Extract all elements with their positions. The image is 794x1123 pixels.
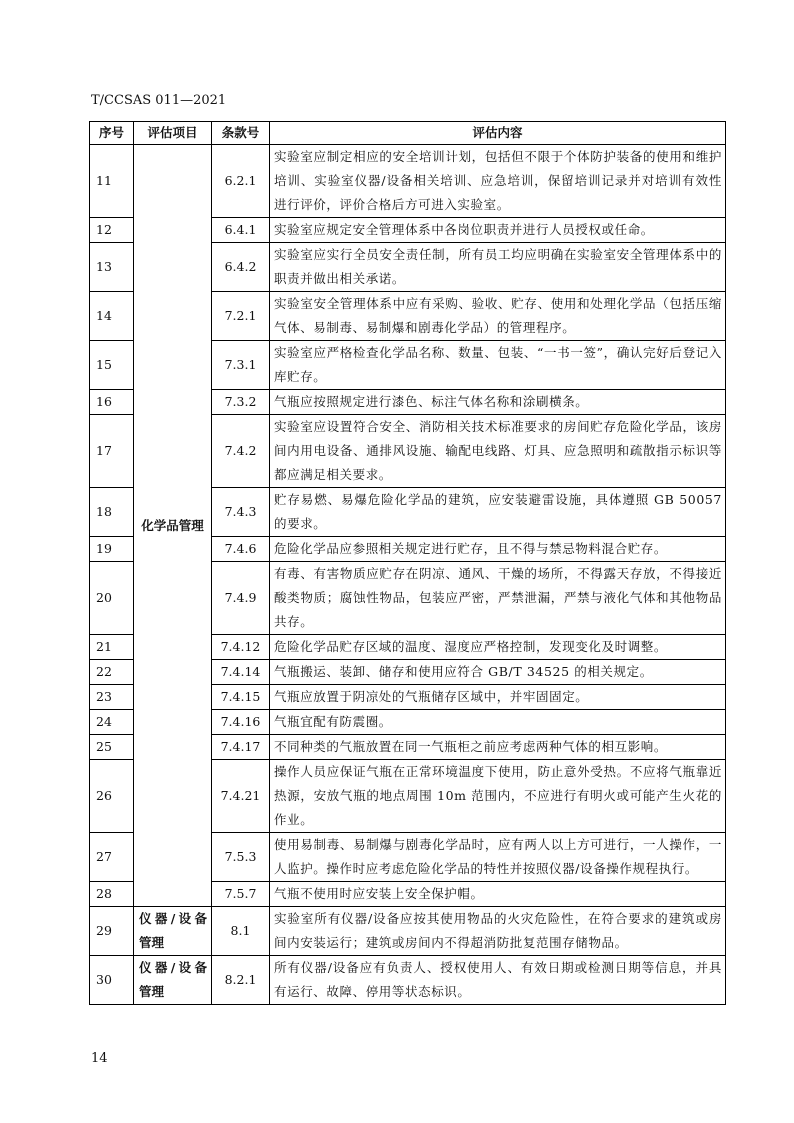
row-no: 18: [90, 488, 134, 537]
row-no: 19: [90, 537, 134, 562]
row-no: 11: [90, 145, 134, 218]
row-content: 实验室应规定安全管理体系中各岗位职责并进行人员授权或任命。: [270, 218, 726, 243]
row-content: 气瓶应按照规定进行漆色、标注气体名称和涂刷横条。: [270, 390, 726, 415]
col-header-clause: 条款号: [212, 122, 270, 145]
standard-id: T/CCSAS 011—2021: [91, 93, 227, 108]
row-clause: 7.5.7: [212, 882, 270, 907]
col-header-no: 序号: [90, 122, 134, 145]
row-clause: 7.4.3: [212, 488, 270, 537]
col-header-item: 评估项目: [134, 122, 212, 145]
row-no: 17: [90, 415, 134, 488]
row-clause: 8.1: [212, 907, 270, 956]
row-content: 贮存易燃、易爆危险化学品的建筑，应安装避雷设施，具体遵照 GB 50057 的要求。: [270, 488, 726, 537]
row-clause: 7.4.16: [212, 710, 270, 735]
row-content: 危险化学品应参照相关规定进行贮存，且不得与禁忌物料混合贮存。: [270, 537, 726, 562]
row-no: 20: [90, 562, 134, 635]
eval-item-equipment-management: [134, 956, 212, 1005]
row-clause: 7.3.1: [212, 341, 270, 390]
row-no: 22: [90, 660, 134, 685]
row-no: 13: [90, 243, 134, 292]
row-clause: 7.4.15: [212, 685, 270, 710]
eval-item-line1: 仪器/设备: [139, 960, 207, 975]
row-content: 不同种类的气瓶放置在同一气瓶柜之前应考虑两种气体的相互影响。: [270, 735, 726, 760]
row-content: 危险化学品贮存区域的温度、湿度应严格控制，发现变化及时调整。: [270, 635, 726, 660]
row-content: 气瓶不使用时应安装上安全保护帽。: [270, 882, 726, 907]
row-clause: 7.2.1: [212, 292, 270, 341]
row-no: 14: [90, 292, 134, 341]
row-content: 实验室所有仪器/设备应按其使用物品的火灾危险性，在符合要求的建筑或房间内安装运行；建筑或房间内不得超消防批复范围存储物品。: [270, 907, 726, 956]
row-no: 16: [90, 390, 134, 415]
row-content: 使用易制毒、易制爆与剧毒化学品时，应有两人以上方可进行，一人操作，一人监护。操作时应考虑危险化学品的特性并按照仪器/设备操作规程执行。: [270, 833, 726, 882]
row-clause: 7.5.3: [212, 833, 270, 882]
row-clause: 7.4.9: [212, 562, 270, 635]
row-clause: 7.4.12: [212, 635, 270, 660]
eval-item-equipment-management: [134, 907, 212, 956]
row-no: 25: [90, 735, 134, 760]
table-row: [90, 145, 726, 218]
eval-item-line1: 仪器/设备: [139, 911, 207, 926]
row-no: 23: [90, 685, 134, 710]
row-content: 实验室应制定相应的安全培训计划，包括但不限于个体防护装备的使用和维护培训、实验室仪器/设备相关培训、应急培训，保留培训记录并对培训有效性进行评价，评价合格后方可进入实验室。: [270, 145, 726, 218]
evaluation-table: [89, 121, 726, 1005]
eval-item-chemical-management: 化学品管理: [134, 145, 212, 907]
row-clause: 6.4.2: [212, 243, 270, 292]
col-header-content: 评估内容: [270, 122, 726, 145]
table-row: [90, 907, 726, 956]
row-no: 12: [90, 218, 134, 243]
row-content: 所有仪器/设备应有负责人、授权使用人、有效日期或检测日期等信息，并具有运行、故障、停用等状态标识。: [270, 956, 726, 1005]
row-clause: 8.2.1: [212, 956, 270, 1005]
row-no: 29: [90, 907, 134, 956]
row-clause: 6.2.1: [212, 145, 270, 218]
eval-item-line2: 管理: [139, 984, 165, 999]
row-content: 有毒、有害物质应贮存在阴凉、通风、干燥的场所，不得露天存放，不得接近酸类物质；腐蚀性物品，包装应严密，严禁泄漏，严禁与液化气体和其他物品共存。: [270, 562, 726, 635]
row-no: 24: [90, 710, 134, 735]
row-no: 28: [90, 882, 134, 907]
row-no: 21: [90, 635, 134, 660]
row-content: 操作人员应保证气瓶在正常环境温度下使用，防止意外受热。不应将气瓶靠近热源，安放气瓶的地点周围 10m 范围内，不应进行有明火或可能产生火花的作业。: [270, 760, 726, 833]
table-row: [90, 956, 726, 1005]
page-number: 14: [91, 1051, 108, 1066]
table-header-row: [90, 122, 726, 145]
row-content: 实验室安全管理体系中应有采购、验收、贮存、使用和处理化学品（包括压缩气体、易制毒、易制爆和剧毒化学品）的管理程序。: [270, 292, 726, 341]
row-clause: 7.4.17: [212, 735, 270, 760]
eval-item-line2: 管理: [139, 935, 165, 950]
row-content: 实验室应实行全员安全责任制，所有员工均应明确在实验室安全管理体系中的职责并做出相关承诺。: [270, 243, 726, 292]
row-content: 实验室应严格检查化学品名称、数量、包装、“一书一签”，确认完好后登记入库贮存。: [270, 341, 726, 390]
row-no: 15: [90, 341, 134, 390]
row-clause: 7.4.14: [212, 660, 270, 685]
row-clause: 7.4.21: [212, 760, 270, 833]
row-no: 27: [90, 833, 134, 882]
row-content: 气瓶应放置于阴凉处的气瓶储存区域中，并牢固固定。: [270, 685, 726, 710]
row-no: 30: [90, 956, 134, 1005]
row-clause: 7.4.2: [212, 415, 270, 488]
row-no: 26: [90, 760, 134, 833]
row-content: 气瓶宜配有防震圈。: [270, 710, 726, 735]
row-clause: 6.4.1: [212, 218, 270, 243]
row-content: 气瓶搬运、装卸、储存和使用应符合 GB/T 34525 的相关规定。: [270, 660, 726, 685]
row-clause: 7.3.2: [212, 390, 270, 415]
row-content: 实验室应设置符合安全、消防相关技术标准要求的房间贮存危险化学品，该房间内用电设备、通排风设施、输配电线路、灯具、应急照明和疏散指示标识等都应满足相关要求。: [270, 415, 726, 488]
row-clause: 7.4.6: [212, 537, 270, 562]
